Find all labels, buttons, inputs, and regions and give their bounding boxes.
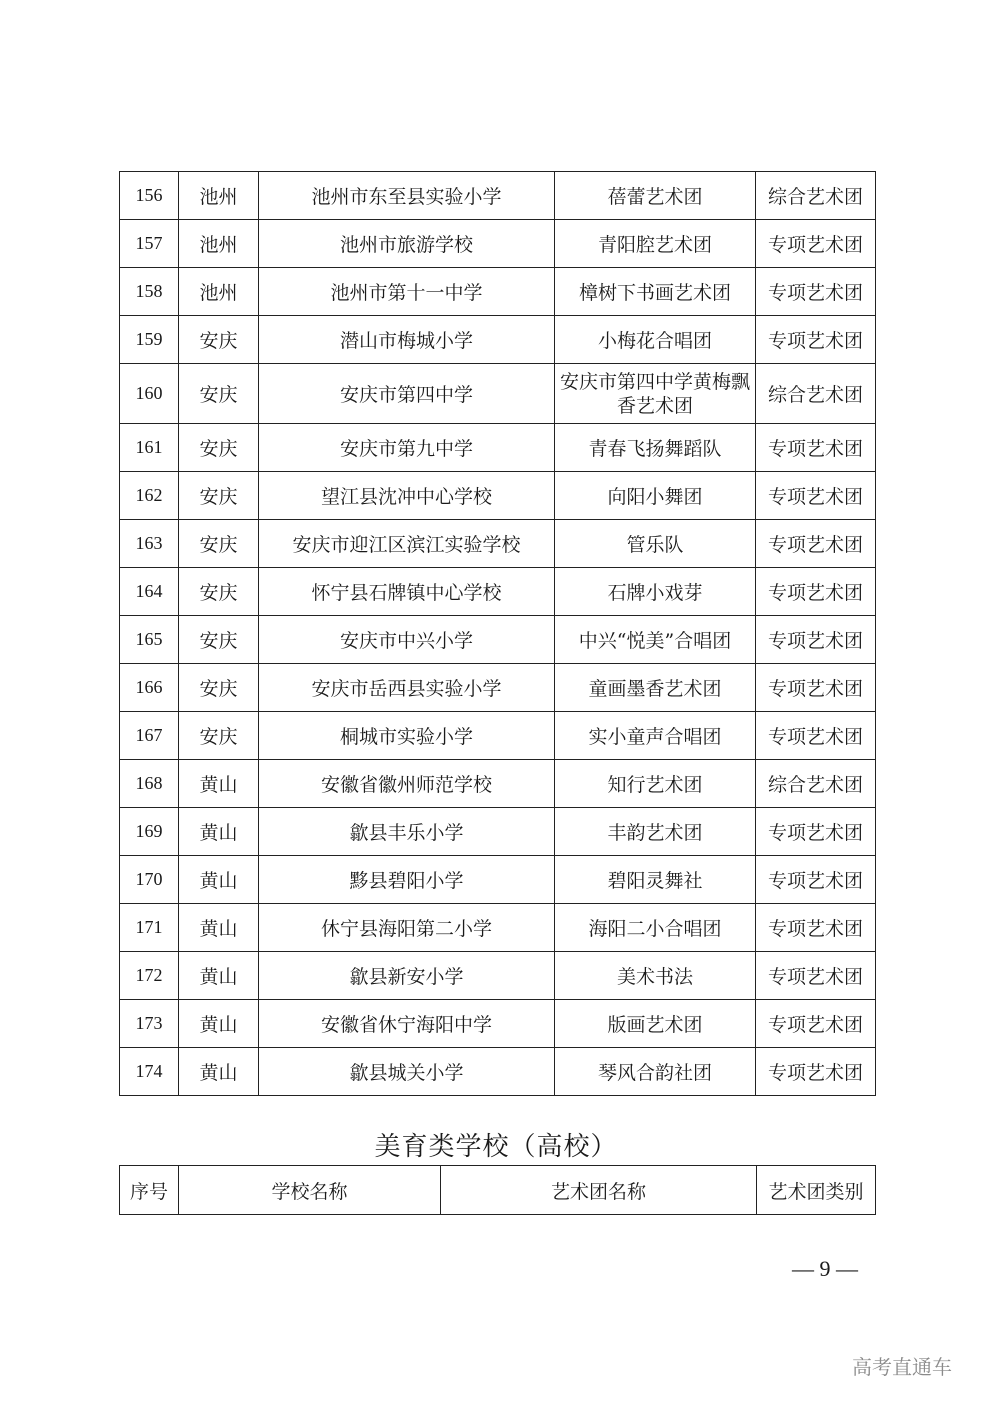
cell-school: 安庆市中兴小学	[259, 616, 555, 664]
cell-type: 专项艺术团	[756, 712, 876, 760]
cell-number: 169	[120, 808, 179, 856]
cell-troupe: 青春飞扬舞蹈队	[555, 424, 756, 472]
cell-troupe: 实小童声合唱团	[555, 712, 756, 760]
cell-school: 安徽省徽州师范学校	[259, 760, 555, 808]
cell-number: 168	[120, 760, 179, 808]
cell-number: 171	[120, 904, 179, 952]
cell-school: 安徽省休宁海阳中学	[259, 1000, 555, 1048]
cell-city: 黄山	[179, 1000, 259, 1048]
table-body	[120, 172, 876, 1096]
cell-troupe: 安庆市第四中学黄梅飘香艺术团	[555, 364, 756, 424]
cell-troupe: 丰韵艺术团	[555, 808, 756, 856]
cell-number: 173	[120, 1000, 179, 1048]
table-row	[120, 904, 876, 952]
cell-number: 156	[120, 172, 179, 220]
cell-number: 159	[120, 316, 179, 364]
cell-troupe: 青阳腔艺术团	[555, 220, 756, 268]
cell-type: 专项艺术团	[756, 856, 876, 904]
cell-troupe: 中兴“悦美”合唱团	[555, 616, 756, 664]
cell-troupe: 琴风合韵社团	[555, 1048, 756, 1096]
cell-city: 安庆	[179, 424, 259, 472]
cell-type: 专项艺术团	[756, 616, 876, 664]
cell-type: 综合艺术团	[756, 760, 876, 808]
cell-number: 158	[120, 268, 179, 316]
cell-number: 167	[120, 712, 179, 760]
cell-city: 安庆	[179, 712, 259, 760]
cell-type: 专项艺术团	[756, 568, 876, 616]
cell-number: 164	[120, 568, 179, 616]
cell-city: 安庆	[179, 316, 259, 364]
table-row	[120, 364, 876, 424]
cell-number: 162	[120, 472, 179, 520]
cell-number: 160	[120, 364, 179, 424]
cell-school: 安庆市岳西县实验小学	[259, 664, 555, 712]
table-row	[120, 952, 876, 1000]
cell-troupe: 小梅花合唱团	[555, 316, 756, 364]
cell-troupe: 美术书法	[555, 952, 756, 1000]
table-row	[120, 220, 876, 268]
cell-type: 专项艺术团	[756, 472, 876, 520]
cell-number: 163	[120, 520, 179, 568]
cell-school: 望江县沈冲中心学校	[259, 472, 555, 520]
header-type: 艺术团类别	[757, 1166, 876, 1215]
cell-city: 安庆	[179, 472, 259, 520]
cell-school: 桐城市实验小学	[259, 712, 555, 760]
school-art-troupe-table	[119, 171, 876, 1096]
cell-troupe: 向阳小舞团	[555, 472, 756, 520]
table-row	[120, 424, 876, 472]
table-row	[120, 172, 876, 220]
table-row	[120, 760, 876, 808]
cell-city: 池州	[179, 172, 259, 220]
cell-city: 安庆	[179, 364, 259, 424]
cell-school: 池州市东至县实验小学	[259, 172, 555, 220]
cell-troupe: 樟树下书画艺术团	[555, 268, 756, 316]
cell-type: 专项艺术团	[756, 664, 876, 712]
watermark: 高考直通车	[852, 1355, 952, 1379]
table-row	[120, 856, 876, 904]
cell-number: 165	[120, 616, 179, 664]
table-row	[120, 568, 876, 616]
cell-type: 专项艺术团	[756, 808, 876, 856]
cell-type: 专项艺术团	[756, 424, 876, 472]
cell-type: 专项艺术团	[756, 268, 876, 316]
cell-school: 歙县城关小学	[259, 1048, 555, 1096]
cell-type: 专项艺术团	[756, 220, 876, 268]
college-table	[119, 1165, 876, 1215]
cell-city: 黄山	[179, 760, 259, 808]
cell-city: 黄山	[179, 808, 259, 856]
table-row	[120, 520, 876, 568]
table-row	[120, 1048, 876, 1096]
cell-type: 综合艺术团	[756, 364, 876, 424]
cell-city: 安庆	[179, 616, 259, 664]
cell-city: 安庆	[179, 520, 259, 568]
page-number: — 9 —	[792, 1256, 858, 1281]
cell-troupe: 碧阳灵舞社	[555, 856, 756, 904]
cell-number: 157	[120, 220, 179, 268]
cell-troupe: 版画艺术团	[555, 1000, 756, 1048]
cell-troupe: 石牌小戏芽	[555, 568, 756, 616]
cell-city: 黄山	[179, 1048, 259, 1096]
cell-type: 专项艺术团	[756, 952, 876, 1000]
table-row	[120, 664, 876, 712]
table-row	[120, 1000, 876, 1048]
cell-type: 专项艺术团	[756, 520, 876, 568]
cell-city: 黄山	[179, 856, 259, 904]
cell-troupe: 知行艺术团	[555, 760, 756, 808]
cell-troupe: 童画墨香艺术团	[555, 664, 756, 712]
cell-type: 专项艺术团	[756, 316, 876, 364]
cell-type: 综合艺术团	[756, 172, 876, 220]
cell-city: 安庆	[179, 664, 259, 712]
header-no: 序号	[120, 1166, 179, 1215]
header-school: 学校名称	[179, 1166, 441, 1215]
cell-number: 172	[120, 952, 179, 1000]
cell-school: 潜山市梅城小学	[259, 316, 555, 364]
table-row	[120, 808, 876, 856]
cell-school: 安庆市第四中学	[259, 364, 555, 424]
cell-school: 池州市旅游学校	[259, 220, 555, 268]
cell-troupe: 海阳二小合唱团	[555, 904, 756, 952]
cell-city: 安庆	[179, 568, 259, 616]
cell-number: 161	[120, 424, 179, 472]
cell-type: 专项艺术团	[756, 1000, 876, 1048]
header-troupe: 艺术团名称	[441, 1166, 757, 1215]
table-row	[120, 616, 876, 664]
table-row	[120, 316, 876, 364]
table-row	[120, 472, 876, 520]
cell-school: 安庆市第九中学	[259, 424, 555, 472]
cell-school: 歙县丰乐小学	[259, 808, 555, 856]
cell-city: 黄山	[179, 952, 259, 1000]
cell-school: 安庆市迎江区滨江实验学校	[259, 520, 555, 568]
cell-number: 166	[120, 664, 179, 712]
cell-type: 专项艺术团	[756, 904, 876, 952]
college-header-row	[120, 1166, 876, 1215]
table-row	[120, 268, 876, 316]
cell-number: 174	[120, 1048, 179, 1096]
cell-school: 休宁县海阳第二小学	[259, 904, 555, 952]
cell-number: 170	[120, 856, 179, 904]
cell-city: 池州	[179, 220, 259, 268]
cell-city: 黄山	[179, 904, 259, 952]
cell-school: 黟县碧阳小学	[259, 856, 555, 904]
table-row	[120, 712, 876, 760]
cell-school: 怀宁县石牌镇中心学校	[259, 568, 555, 616]
cell-school: 池州市第十一中学	[259, 268, 555, 316]
cell-troupe: 蓓蕾艺术团	[555, 172, 756, 220]
cell-type: 专项艺术团	[756, 1048, 876, 1096]
section-title: 美育类学校（高校）	[374, 1132, 618, 1162]
cell-troupe: 管乐队	[555, 520, 756, 568]
cell-school: 歙县新安小学	[259, 952, 555, 1000]
cell-city: 池州	[179, 268, 259, 316]
